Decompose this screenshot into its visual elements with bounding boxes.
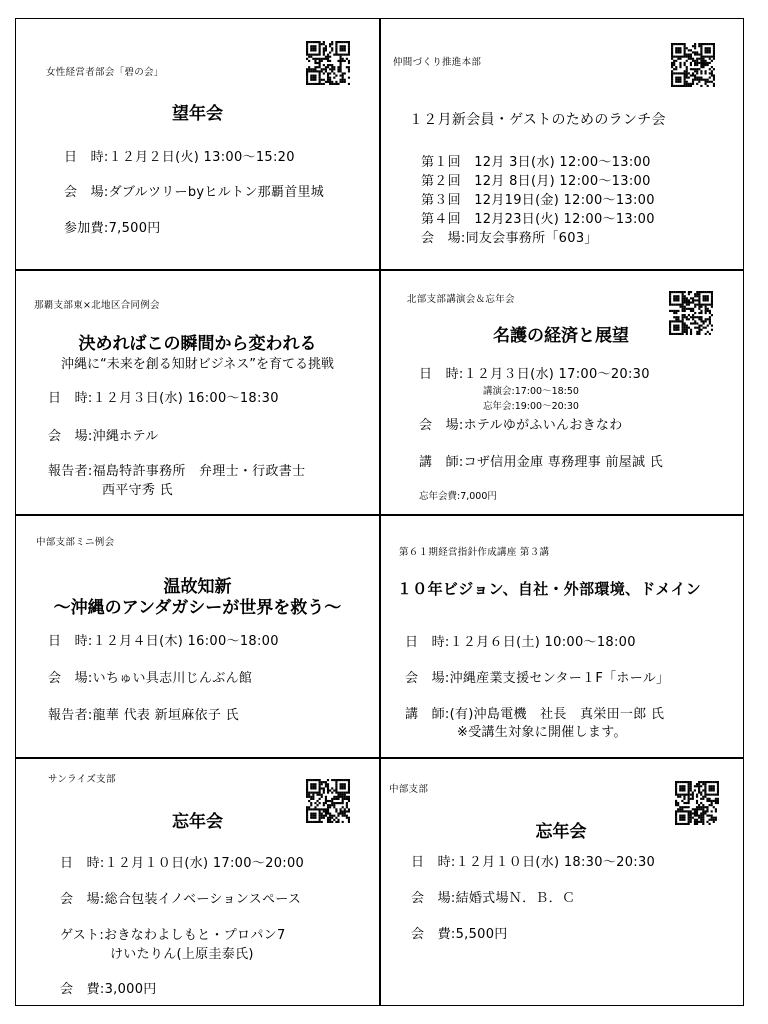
event-speaker: 講 師:コザ信用金庫 専務理事 前屋誠 氏 xyxy=(419,455,664,470)
event-card-ip-business xyxy=(16,269,379,514)
event-reporter: 報告者:福島特許事務所 弁理士・行政書士 xyxy=(48,464,306,479)
event-organizer: 中部支部 xyxy=(389,784,429,795)
event-fee: 忘年会費:7,000円 xyxy=(419,491,497,502)
event-fee: 会 費:5,500円 xyxy=(411,927,508,942)
event-fee: 参加費:7,500円 xyxy=(64,221,161,236)
event-detail: 講演会:17:00～18:50 xyxy=(483,386,579,397)
event-title: 望年会 xyxy=(172,104,223,124)
event-organizer: 中部支部ミニ例会 xyxy=(36,537,115,548)
event-venue: 会 場:ホテルゆがふいんおきなわ xyxy=(419,418,623,433)
event-date: 日 時:１２月３日(水) 16:00～18:30 xyxy=(48,391,279,406)
qr-code-icon xyxy=(306,41,350,85)
event-date: 日 時:１２月２日(火) 13:00～15:20 xyxy=(64,150,295,165)
event-card-sunrise-bounenkai xyxy=(16,757,379,1005)
event-organizer: 第６１期経営指針作成講座 第３講 xyxy=(399,547,550,558)
event-venue: 会 場:総合包装イノベーションスペース xyxy=(60,892,302,907)
event-subtitle: 沖縄に“未来を創る知財ビジネス”を育てる挑戦 xyxy=(60,357,335,372)
event-venue: 会 場:いちゅい具志川じんぶん館 xyxy=(48,671,253,686)
event-organizer: サンライズ支部 xyxy=(48,774,116,785)
event-date: 日 時:１２月６日(土) 10:00～18:00 xyxy=(405,635,636,650)
event-organizer: 仲間づくり推進本部 xyxy=(393,57,482,68)
event-venue: 会 場:沖縄ホテル xyxy=(48,429,159,444)
event-session: 第１回 12月 3日(水) 12:00～13:00 xyxy=(421,155,651,170)
event-title: 名護の経済と展望 xyxy=(493,326,629,346)
event-title: １２月新会員・ゲストのためのランチ会 xyxy=(409,112,666,128)
event-session: 第２回 12月 8日(月) 12:00～13:00 xyxy=(421,174,651,189)
event-detail: 忘年会:19:00～20:30 xyxy=(483,401,579,412)
event-fee: 会 費:3,000円 xyxy=(60,982,157,997)
event-title: １０年ビジョン、自社・外部環境、ドメイン xyxy=(397,580,702,598)
event-title: 決めればこの瞬間から変われる xyxy=(78,334,317,354)
event-venue: 会 場:沖縄産業支援センター１F「ホール」 xyxy=(405,671,670,686)
event-title: 忘年会 xyxy=(535,822,587,842)
event-card-nago-economy xyxy=(379,269,743,514)
event-card-lunch-meeting xyxy=(379,19,743,269)
event-note: ※受講生対象に開催します。 xyxy=(457,725,627,740)
event-guest-name: けいたりん(上原圭泰氏) xyxy=(110,947,254,962)
event-session: 第４回 12月23日(火) 12:00～13:00 xyxy=(421,212,655,227)
event-date: 日 時:１２月１０日(水) 17:00～20:00 xyxy=(60,856,305,871)
event-card-womens-bounenkai xyxy=(16,19,379,269)
event-card-chubu-bounenkai xyxy=(379,757,743,1005)
event-venue: 会 場:ダブルツリーbyヒルトン那覇首里城 xyxy=(64,185,325,200)
event-title: 温故知新 xyxy=(163,577,232,597)
event-date: 日 時:１２月１０日(水) 18:30～20:30 xyxy=(411,855,656,870)
event-title-sub: ～沖縄のアンダガシーが世界を救う～ xyxy=(53,598,342,618)
event-date: 日 時:１２月３日(水) 17:00～20:30 xyxy=(419,367,650,382)
event-speaker: 講 師:(有)沖島電機 社長 真栄田一郎 氏 xyxy=(405,707,665,722)
qr-code-icon xyxy=(671,43,715,87)
event-card-management-course xyxy=(379,514,743,757)
event-session: 第３回 12月19日(金) 12:00～13:00 xyxy=(421,193,655,208)
event-date: 日 時:１２月４日(木) 16:00～18:00 xyxy=(48,634,279,649)
event-organizer: 那覇支部東×北地区合同例会 xyxy=(34,300,160,311)
event-venue: 会 場:同友会事務所「603」 xyxy=(421,231,598,246)
event-venue: 会 場:結婚式場Ｎ．Ｂ．Ｃ xyxy=(411,891,576,906)
event-organizer: 女性経営者部会「碧の会」 xyxy=(46,67,164,78)
event-title: 忘年会 xyxy=(172,812,223,832)
event-guest: ゲスト:おきなわよしもと・プロパン7 xyxy=(60,928,286,943)
event-organizer: 北部支部講演会＆忘年会 xyxy=(407,294,515,305)
event-reporter-name: 西平守秀 氏 xyxy=(102,483,173,498)
event-card-onkochishin xyxy=(16,514,379,757)
event-reporter: 報告者:龍華 代表 新垣麻依子 氏 xyxy=(48,708,239,723)
